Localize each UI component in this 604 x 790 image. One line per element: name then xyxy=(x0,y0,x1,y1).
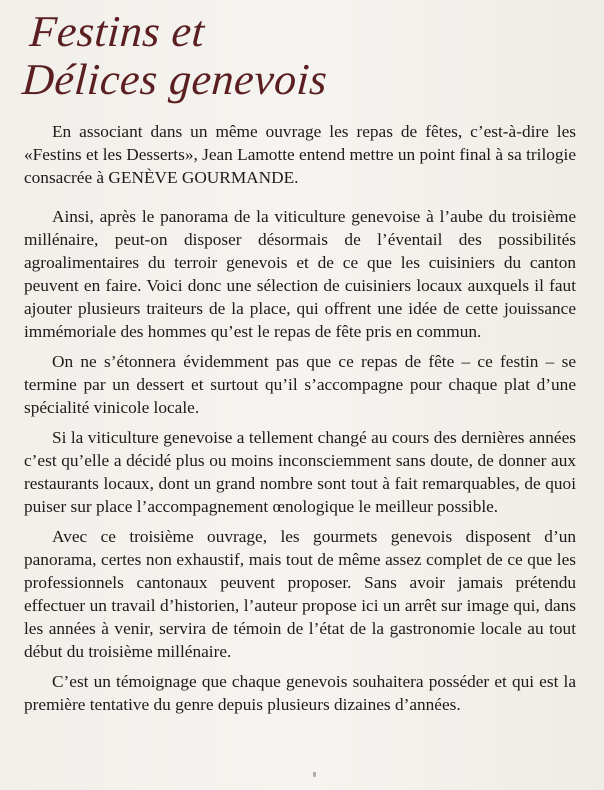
article-body xyxy=(24,120,576,716)
paragraph: Si la viticulture genevoise a tellement changé au cours des dernières années c’est qu’elle a décidé plus ou moins inconsciemment sans doute, de donner aux restaurants locaux, dont un grand nombre sont tout à fait remarquables, de quoi puiser sur place l’accompagnement œnologique le meilleur possible. xyxy=(24,428,576,516)
paragraph: On ne s’étonnera évidemment pas que ce repas de fête – ce festin – se termine par un dessert et surtout qu’il s’accompagne pour chaque plat d’une spécialité vinicole locale. xyxy=(24,352,576,417)
paragraph-intro: En associant dans un même ouvrage les repas de fêtes, c’est-à-dire les «Festins et les Desserts», Jean Lamotte entend mettre un point final à sa trilogie consacrée à GENÈVE GOURMANDE. xyxy=(24,122,576,187)
title-line-1: Festins et xyxy=(28,7,207,56)
paragraph: Avec ce troisième ouvrage, les gourmets genevois disposent d’un panorama, certes non exhaustif, mais tout de même assez complet de ce que les professionnels cantonaux peuvent proposer. Sans avoir jamais prétendu effectuer un travail d’historien, l’auteur propose ici un arrêt sur image qui, dans les années à venir, servira de témoin de l’état de la gastronomie locale au tout début du troisième millénaire. xyxy=(24,527,576,661)
page-title xyxy=(19,8,333,104)
title-line-2: Délices genevois xyxy=(20,55,329,104)
paragraph: Ainsi, après le panorama de la viticulture genevoise à l’aube du troisième millénaire, peut-on disposer désormais de l’éventail des possibilités agroalimentaires du terroir genevois et de ce que les cuisiniers du canton peuvent en faire. Voici donc une sélection de cuisiniers locaux auxquels il faut ajouter plusieurs traiteurs de la place, qui offrent une idée de cette jouissance immémoriale des hommes qu’est le repas de fête pris en commun. xyxy=(24,207,576,341)
paragraph: C’est un témoignage que chaque genevois souhaitera posséder et qui est la première tentative du genre depuis plusieurs dizaines d’années. xyxy=(24,672,576,714)
paper-speck xyxy=(313,772,316,777)
